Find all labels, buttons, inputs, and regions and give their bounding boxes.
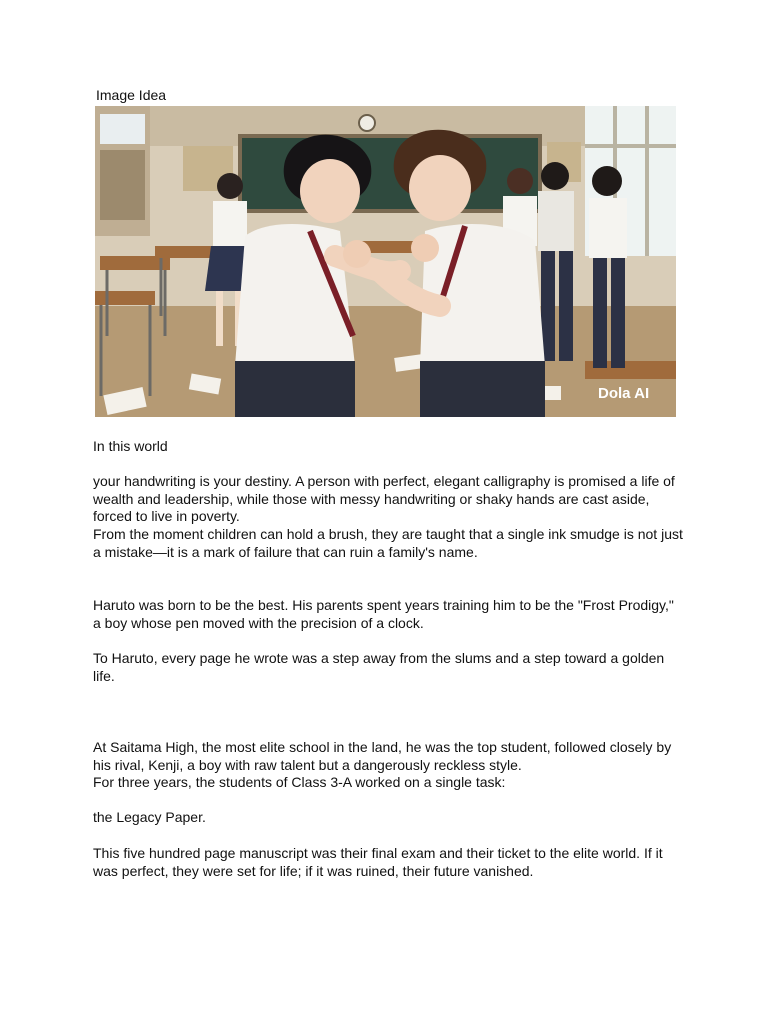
paragraph-final-exam: This five hundred page manuscript was their final exam and their ticket to the elite world. If it was perfect, they were set for life; if it was ruined, their future vanished. (93, 845, 667, 879)
watermark-text: Dola AI (598, 385, 650, 402)
paragraph-haruto-born: Haruto was born to be the best. His parents spent years training him to be the "Frost Prodigy," a boy whose pen moved with the precision of a clock. (93, 597, 678, 631)
paragraph-saitama-high: At Saitama High, the most elite school in the land, he was the top student, followed closely by his rival, Kenji, a boy with raw talent but a dangerously reckless style. (93, 739, 676, 773)
paragraph-handwriting-destiny: your handwriting is your destiny. A person with perfect, elegant calligraphy is promised a life of wealth and leadership, while those with messy handwriting or shaky hands are cast aside, forced to live in poverty. (93, 473, 679, 525)
image-caption: Image Idea (96, 87, 167, 103)
paragraph-legacy-paper: the Legacy Paper. (93, 809, 206, 825)
paragraph-in-this-world: In this world (93, 438, 168, 454)
classroom-fight-illustration (95, 106, 676, 417)
paragraph-ink-smudge: From the moment children can hold a brush, they are taught that a single ink smudge is not just a mistake—it is a mark of failure that can ruin a family's name. (93, 526, 687, 560)
paragraph-class-3a: For three years, the students of Class 3-A worked on a single task: (93, 774, 506, 790)
paragraph-golden-life: To Haruto, every page he wrote was a step away from the slums and a step toward a golden life. (93, 650, 669, 684)
